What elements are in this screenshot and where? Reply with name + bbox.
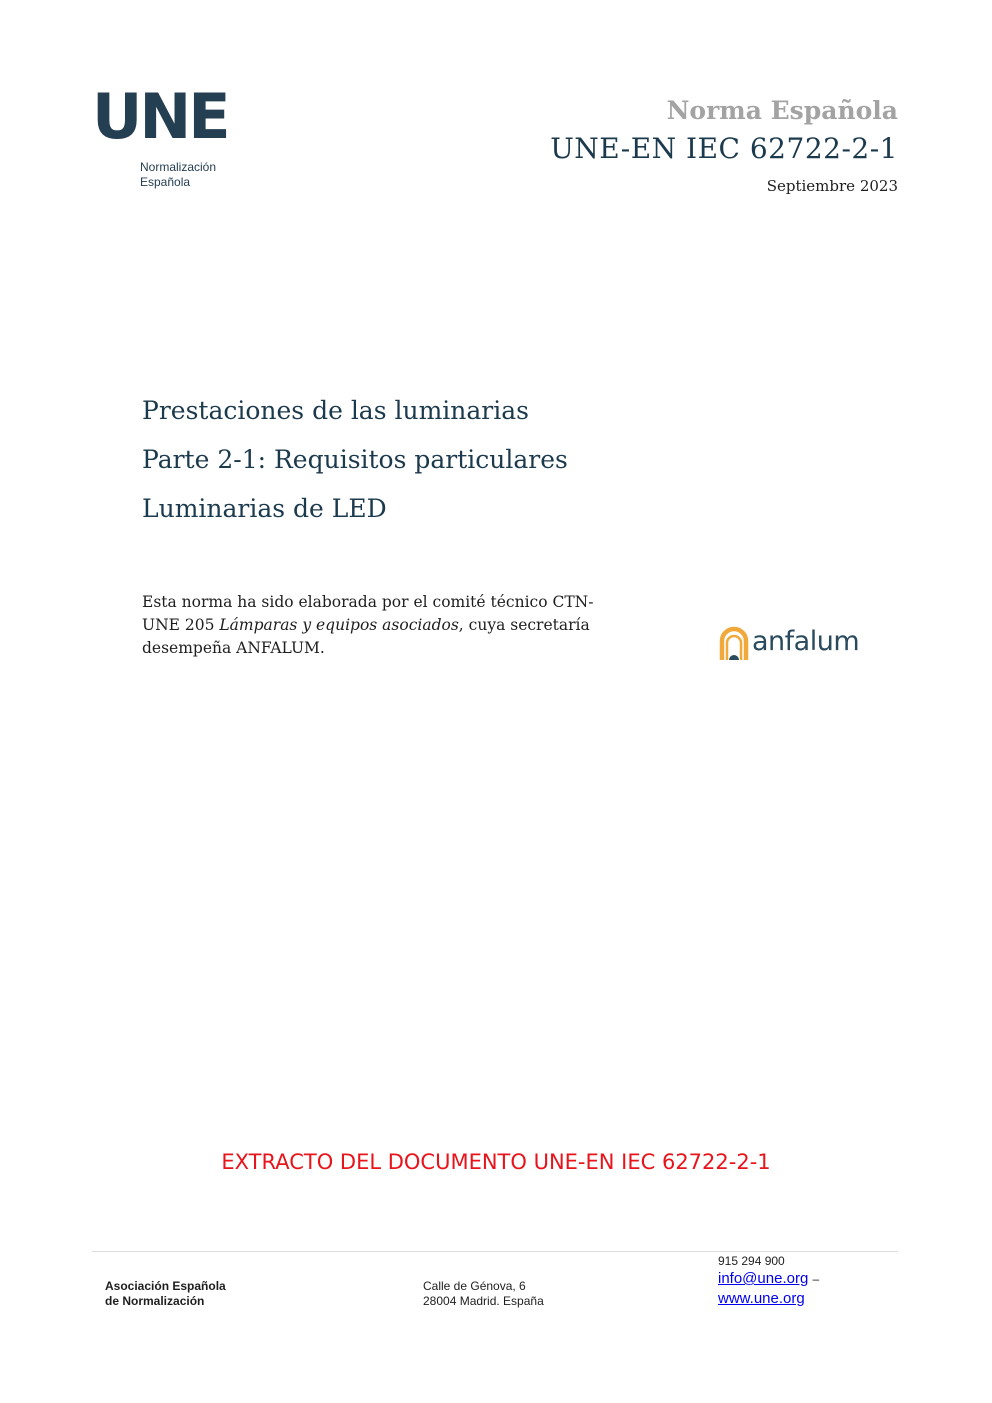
footer-divider	[92, 1251, 898, 1252]
anfalum-logo	[719, 624, 879, 664]
footer-association-line2: de Normalización	[105, 1294, 205, 1308]
email-link[interactable]: info@une.org	[718, 1270, 809, 1287]
footer-association	[105, 1279, 226, 1309]
committee-text-after: , cuya secretaría desempeña ANFALUM.	[142, 616, 590, 657]
footer-email-line	[718, 1269, 819, 1289]
anfalum-arch-icon	[719, 626, 749, 662]
committee-name: Lámparas y equipos asociados	[219, 616, 459, 634]
footer-address-line2: 28004 Madrid. España	[423, 1294, 544, 1308]
footer-separator: –	[812, 1272, 820, 1286]
norma-label: Norma Española	[666, 96, 898, 125]
une-logo-subtitle-line2: Española	[140, 175, 191, 189]
website-link[interactable]: www.une.org	[718, 1290, 805, 1307]
une-logo	[92, 80, 242, 198]
footer-phone: 915 294 900	[718, 1254, 785, 1268]
footer-contact	[718, 1253, 819, 1309]
title-line-3: Luminarias de LED	[142, 494, 387, 523]
document-title	[142, 386, 842, 533]
extract-banner: EXTRACTO DEL DOCUMENTO UNE-EN IEC 62722-2-1	[221, 1150, 771, 1174]
footer-address-line1: Calle de Génova, 6	[423, 1279, 526, 1293]
footer-address	[423, 1279, 544, 1309]
une-logo-subtitle-line1: Normalización	[140, 160, 217, 174]
une-logo-letters: UNE	[92, 80, 228, 153]
committee-text-before: Esta norma ha sido elaborada por el comité técnico CTN-UNE 205	[142, 593, 594, 634]
title-line-2: Parte 2-1: Requisitos particulares	[142, 445, 568, 474]
anfalum-wordmark: anfalum	[752, 626, 860, 657]
norma-code: UNE-EN IEC 62722-2-1	[550, 132, 898, 165]
committee-statement	[142, 591, 612, 660]
footer-website-line	[718, 1289, 819, 1309]
footer-association-line1: Asociación Española	[105, 1279, 226, 1293]
une-logo-subtitle	[140, 160, 216, 190]
title-line-1: Prestaciones de las luminarias	[142, 396, 529, 425]
publication-date: Septiembre 2023	[766, 177, 898, 195]
